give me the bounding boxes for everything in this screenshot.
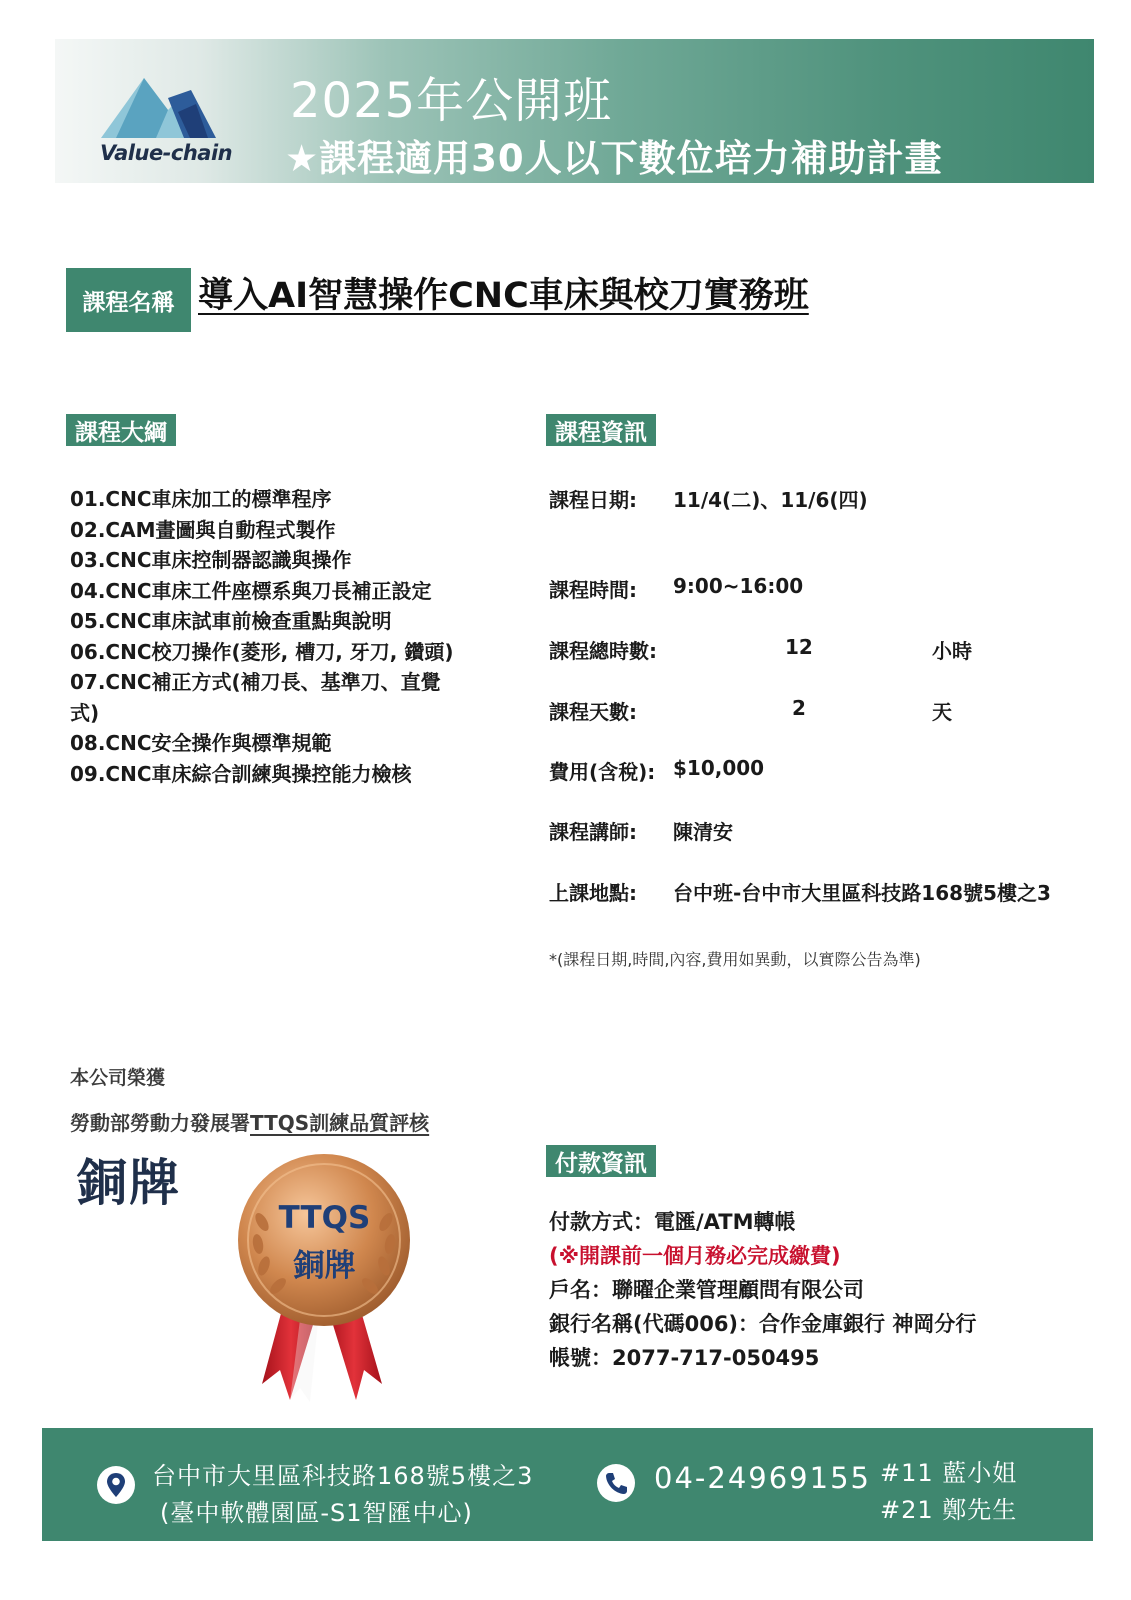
footer-extension-1: #11 藍小姐 xyxy=(880,1459,1018,1487)
fee-value: $10,000 xyxy=(673,756,765,780)
course-name-tag: 課程名稱 xyxy=(66,268,191,332)
honor-line-1: 本公司榮獲 xyxy=(70,1067,166,1089)
footer-extension-2: #21 鄭先生 xyxy=(880,1496,1018,1524)
bank-name: 銀行名稱(代碼006)：合作金庫銀行 神岡分行 xyxy=(549,1312,977,1336)
outline-item: 04.CNC車床工件座標系與刀長補正設定 xyxy=(70,578,432,603)
outline-tag: 課程大綱 xyxy=(66,414,176,446)
hours-unit: 小時 xyxy=(932,639,972,663)
days-unit: 天 xyxy=(932,700,952,724)
payment-method: 付款方式：電匯/ATM轉帳 xyxy=(549,1210,796,1234)
footer-phone[interactable]: 04-24969155 xyxy=(654,1461,871,1495)
time-value: 9:00~16:00 xyxy=(673,574,804,598)
info-note: *(課程日期,時間,內容,費用如異動，以實際公告為準) xyxy=(549,950,921,969)
location-pin-icon xyxy=(96,1465,136,1505)
outline-item: 05.CNC車床試車前檢查重點與說明 xyxy=(70,609,392,633)
bronze-grade-title: 銅牌 xyxy=(77,1154,181,1212)
place-value: 台中班-台中市大里區科技路168號5樓之3 xyxy=(673,881,1051,905)
footer-address-line-2: (臺中軟體園區-S1智匯中心) xyxy=(160,1499,473,1527)
days-value: 2 xyxy=(792,696,806,720)
outline-item: 03.CNC車床控制器認識與操作 xyxy=(70,548,352,572)
payment-deadline: (※開課前一個月務必完成繳費) xyxy=(549,1244,841,1268)
medal-text-line-2: 銅牌 xyxy=(293,1248,356,1284)
logo-text: Value-chain xyxy=(100,141,233,165)
hours-value: 12 xyxy=(785,635,813,659)
outline-item: 式) xyxy=(70,700,100,725)
outline-item: 06.CNC校刀操作(菱形, 槽刀, 牙刀, 鑽頭) xyxy=(70,639,454,664)
outline-item: 08.CNC安全操作與標準規範 xyxy=(70,731,332,755)
hours-label: 課程總時數: xyxy=(549,639,657,663)
outline-item: 01.CNC車床加工的標準程序 xyxy=(70,487,332,511)
medal-text-line-1: TTQS xyxy=(278,1200,371,1236)
honor-line-2 xyxy=(70,1107,429,1136)
outline-item: 09.CNC車床綜合訓練與操控能力檢核 xyxy=(70,761,412,786)
time-label: 課程時間: xyxy=(549,578,637,602)
account-name: 戶名：聯曜企業管理顧問有限公司 xyxy=(549,1278,864,1302)
teacher-label: 課程講師: xyxy=(549,820,637,844)
ttqs-link[interactable]: TTQS訓練品質評核 xyxy=(250,1111,430,1135)
account-number: 帳號：2077-717-050495 xyxy=(549,1346,820,1370)
fee-label: 費用(含稅): xyxy=(549,760,656,784)
phone-icon xyxy=(596,1463,636,1503)
honor-agency: 勞動部勞動力發展署 xyxy=(70,1111,250,1135)
teacher-value: 陳清安 xyxy=(673,820,733,844)
outline-item: 02.CAM畫圖與自動程式製作 xyxy=(70,517,336,542)
date-value: 11/4(二)、11/6(四) xyxy=(673,488,868,512)
date-label: 課程日期: xyxy=(549,488,637,512)
payment-tag: 付款資訊 xyxy=(546,1145,656,1177)
outline-list xyxy=(70,484,490,789)
place-label: 上課地點: xyxy=(549,881,637,905)
footer-address-line-1: 台中市大里區科技路168號5樓之3 xyxy=(152,1462,534,1490)
days-label: 課程天數: xyxy=(549,700,637,724)
outline-item: 07.CNC補正方式(補刀長、基準刀、直覺 xyxy=(70,670,441,694)
payment-info xyxy=(549,1205,976,1375)
banner-title: 2025年公開班 xyxy=(290,73,613,129)
course-name: 導入AI智慧操作CNC車床與校刀實務班 xyxy=(198,276,809,316)
banner-subtitle: ★課程適用30人以下數位培力補助計畫 xyxy=(285,137,943,180)
course-info-tag: 課程資訊 xyxy=(546,414,656,446)
